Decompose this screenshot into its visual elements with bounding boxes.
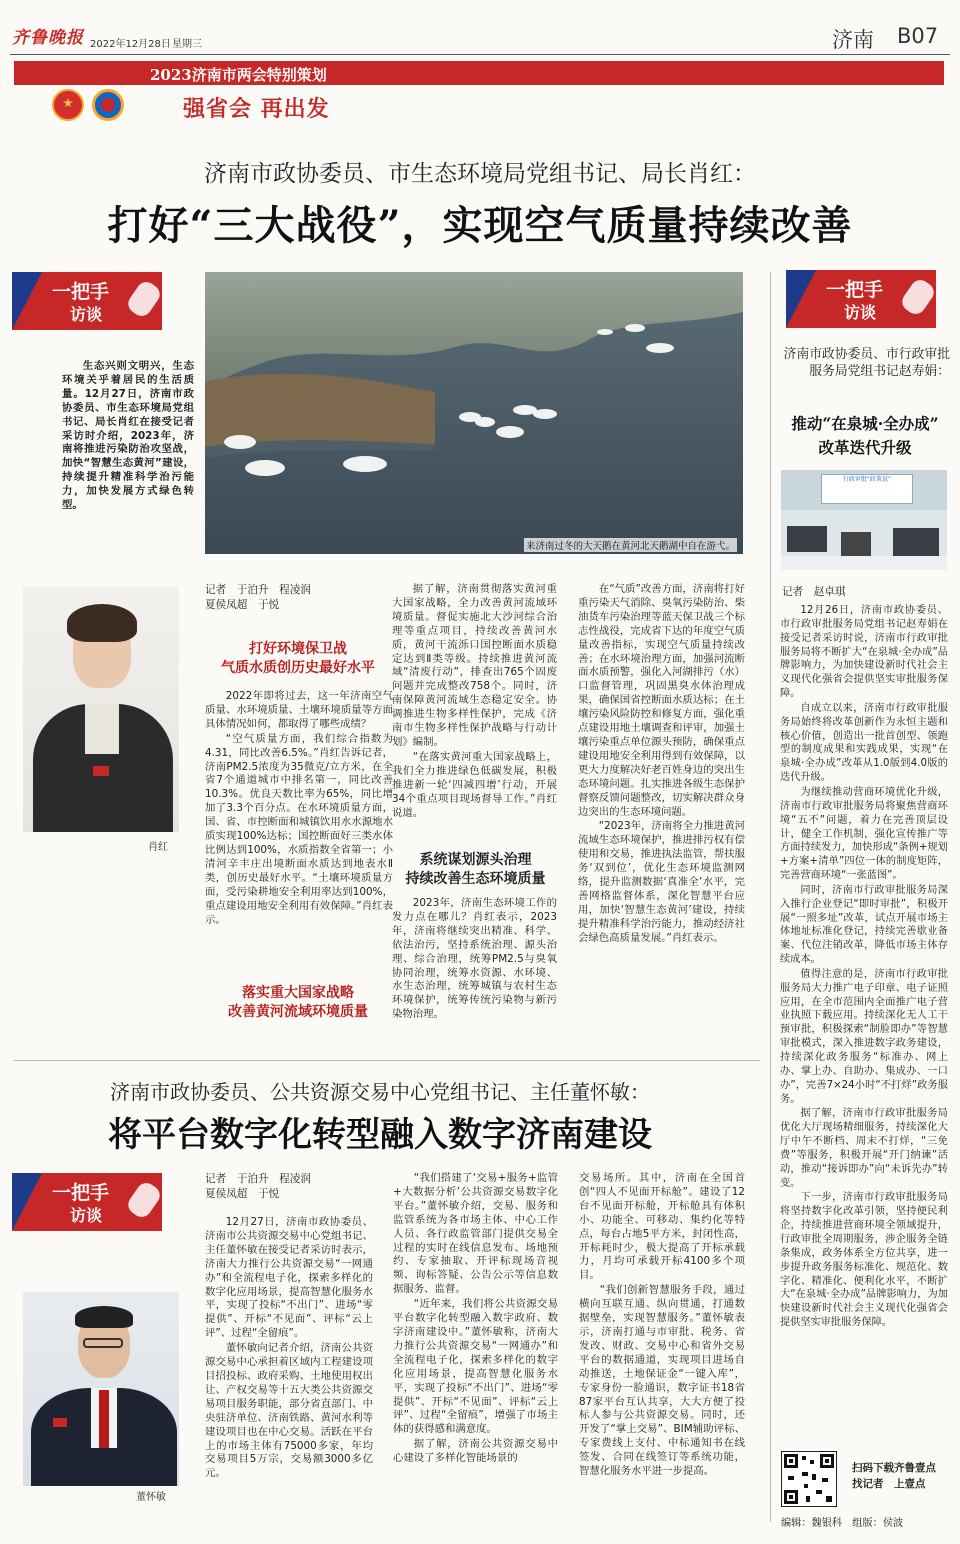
article1-subhead-1: 打好环境保卫战 气质水质创历史最好水平 xyxy=(221,641,375,676)
microphone-icon-bottom xyxy=(124,1179,163,1221)
portrait-xiao-hong xyxy=(23,586,179,832)
portrait-caption-2: 董怀敏 xyxy=(136,1492,166,1503)
article3-col2: “我们搭建了‘交易+服务+监管+大数据分析’公共资源交易数字化平台。”董怀敏介绍，交易、服务和监管系统为各市场主体、中心工作人员、各行政监管部门提供交易全过程的实时在线信息发布、场地预约、专家抽取、开评标现场音视频、询标答疑、公告公示等信息数据服务、监督。 “近年来，我们将公共资源交易平台数字化转型融入数字政府、数字济南建设中。”董怀敏称，济南大力推行公共资源交易“一网通办”和全流程电子化，探索多样化的数字化应用场景，提高智慧化服务水平，实现了投标“不出门”、进场“零提供”、开标“不见面”、评标“云上评”、过程“全留痕”，增强了市场主体的获得感和满意度。 据了解，济南公共资源交易中心建设了多样化智能场景的 xyxy=(393,1172,558,1465)
article1-subhead-2: 落实重大国家战略 改善黄河流域环境质量 xyxy=(228,985,368,1020)
office-photo xyxy=(781,470,947,570)
cppcc-emblem-icon xyxy=(92,89,124,121)
article2-byline: 记者 赵卓琪 xyxy=(782,586,846,598)
portrait-dong-huaimin xyxy=(23,1292,179,1486)
article2-body: 12月26日，济南市政协委员、市行政审批服务局党组书记赵寿娟在接受记者采访时说，济南市行政审批服务局将不断扩大“在泉城·全办成”品牌影响力，为加快建设新时代社会主义现代化强省会提供坚实审批服务保障。 自成立以来，济南市行政审批服务局始终将改革创新作为永恒主题和核心价值，创造出一批首创型、领跑型的制度成果和实践成果，实现“在泉城·全办成”改革从1.0版到4.0版的迭代升级。 为继续推动营商环境优化升级，济南市行政审批服务局将聚焦营商环境“五不”问题，着力在完善顶层设计，健全工作机制，强化宣传推广等方面持续发力，加快形成“条例+规划+方案+清单”四位一体的制度矩阵，完善营商环境“一张蓝图”。 同时，济南市行政审批服务局深入推行企业登记“即时审批”，积极开展“一照多址”改革，试点开展市场主体地址标准化登记，持续完善歇业备案、代位注销改革，降低市场主体存续成本。 值得注意的是，济南市行政审批服务局大力推广电子印章、电子证照应用，在全市范围内全面推广电子营业执照下载应用。持续深化无人工干预审批，积极探索“制脸即办”等智慧审批模式，深入推进数字政务建设，持续深化政务服务“标准办、网上办、掌上办、自助办、集成办、一口办”，完善7×24小时“不打烊”政务服务。 据了解，济南市行政审批服务局优化大厅现场精细服务，持续深化大厅中午不断档、周末不打烊，“三免费”等服务，积极开展“开门纳谏”活动，推动“接诉即办”向“未诉先办”转变。 下一步，济南市行政审批服务局将坚持数字化改革引领，坚持便民利企，持续推进营商环境全领域提升，行政审批全周期服务，涉企服务全链条集成，政务体系全方位共享，进一步提升政务服务标准化、规范化、数字化、精准化、便利化水平，不断扩大“在泉城·全办成”品牌影响力，为加快建设新时代社会主义现代化强省会提供坚实审批服务保障。 xyxy=(780,605,948,1329)
office-sign: 行政审批“政策说” xyxy=(821,474,913,504)
article3-headline: 将平台数字化转型融入数字济南建设 xyxy=(108,1115,652,1155)
masthead xyxy=(0,0,960,56)
glasses-icon xyxy=(83,1338,123,1348)
page-number: B07 xyxy=(897,24,939,48)
national-emblem-icon xyxy=(52,89,84,121)
article3-byline: 记者 于泊升 程凌润 夏侯凤超 于悦 xyxy=(205,1173,311,1200)
article1-col2b: 2023年，济南生态环境工作的发力点在哪儿？肖红表示，2023年，济南将继续突出精准、科学、依法治污，坚持系统治理、源头治理、综合治理，统筹PM2.5与臭氧协同治理，统筹水资源、水环境、水生态治理，统筹城镇与农村生态环境保护，统筹传统污染物与新污染物治理。 xyxy=(392,897,557,1021)
masthead-rule xyxy=(10,54,950,55)
badge-line2: 访谈 xyxy=(70,305,103,324)
article1-intro-text: 生态兴则文明兴，生态环境关乎着居民的生活质量。12月27日，济南市政协委员、市生态环境局党组书记、局长肖红在接受记者采访时介绍，2023年，济南将推进污染防治攻坚战，加快“智慧生态黄河”建设，持续提升精准科学治污能力，加快发展方式绿色转型。 xyxy=(62,360,194,512)
qr-prompt: 扫码下载齐鲁壹点 找记者 上壹点 xyxy=(852,1462,936,1490)
microphone-icon xyxy=(124,278,163,320)
right-column-rule xyxy=(770,272,771,1522)
issue-weekday: 星期三 xyxy=(172,39,202,50)
article1-col3: 在“气质”改善方面，济南将打好重污染天气消除、臭氧污染防治、柴油货车污染治理等蓝天保卫战三个标志性战役，完成省下达的年度空气质量改善指标，实现空气质量持续改善；在水环境治理方面，加强河流断面水质预警，强化入河湖排污（水）口监督管理，巩固黑臭水体治理成果，确保国省控断面水质达标；在土壤污染风险防控和修复方面，强化重点建设用地土壤调查和评审，加强土壤污染重点单位源头预防，确保重点建设用地安全利用得到有效保障，以更大力度解决好老百姓身边的突出生态环境问题。扎实推进各级生态保护督察反馈问题整改，切实解决群众身边突出的生态环境问题。 “2023年，济南将全力推进黄河流域生态环境保护，推进排污权有偿使用和交易，推进执法监管，帮扶服务‘双到位’，优化生态环境监测网络，提升监测数据‘真准全’水平，完善网格监督体系，深化智慧平台应用，加快‘智慧生态黄河’建设，持续提升精准科学治污能力，推动经济社会绿色高质量发展。”肖红表示。 xyxy=(578,583,745,944)
editor-line: 编辑：魏银科 组版：侯波 xyxy=(781,1518,904,1529)
interview-badge-right: 一把手 访谈 xyxy=(786,270,936,328)
interview-badge xyxy=(12,272,162,330)
issue-date: 2022年12月28日 xyxy=(90,39,171,50)
article2-headline: 推动“在泉城·全办成” 改革迭代升级 xyxy=(791,414,939,457)
article1-kicker: 济南市政协委员、市生态环境局党组书记、局长肖红： xyxy=(204,161,756,187)
delegate-badge-icon-2 xyxy=(53,1418,67,1427)
qr-code[interactable] xyxy=(781,1451,837,1507)
qr-code-svg xyxy=(782,1452,836,1506)
banner-slogan: 强省会 再出发 xyxy=(183,96,330,122)
article1-byline: 记者 于泊升 程凌润 夏侯凤超 于悦 xyxy=(205,584,311,611)
article3-top-rule xyxy=(14,1060,760,1061)
article1-col1: 2022年即将过去，这一年济南空气质量、水环境质量、土壤环境质量等方面具体情况如何，都取得了哪些成绩？ “空气质量方面，我们综合指数为4.31，同比改善6.5%。”肖红告诉记者，济南PM2.5浓度为35微克/立方米，在全省7个通道城市中排名第一，同比改善10.3%。优良天数比率为65%，同比增加了3.3个百分点。在水环境质量方面，国、省、市控断面和城镇饮用水水源地水质实现100%达标；国控断面好三类水体比例达到100%，水质指数全省第一；小清河辛丰庄出境断面水质达到地表水Ⅱ类，创历史最好水平。“土壤环境质量方面，受污染耕地安全利用率达到100%，重点建设用地安全利用有效保障。”肖红表示。 xyxy=(205,690,393,926)
article3-kicker: 济南市政协委员、公共资源交易中心党组书记、主任董怀敏： xyxy=(110,1080,650,1104)
swan-lake-photo xyxy=(205,272,743,554)
article1-col2: 据了解，济南贯彻落实黄河重大国家战略，全力改善黄河流域环境质量。督促实施北大沙河综合治理等重点项目，持续改善黄河水质，黄河干流泺口国控断面水质稳定达到Ⅱ类等级。持续推进黄河流域“清废行动”，排查出765个固废问题并完成整改758个。同时，济南保障黄河流域生态稳定安全。协调推进生物多样性保护，完成《济南市生物多样性保护战略与行动计划》编制。 “在落实黄河重大国家战略上，我们全力推进绿色低碳发展，积极推进新一轮‘四减四增’行动，开展34个重点项目现场督导工作。”肖红说道。 xyxy=(392,583,557,819)
article1-intro xyxy=(62,360,194,514)
swan-lake-svg xyxy=(205,272,743,554)
article2-kicker: 济南市政协委员、市行政审批服务局党组书记赵寿娟： xyxy=(783,347,950,379)
article1-headline: 打好“三大战役”，实现空气质量持续改善 xyxy=(107,202,853,249)
microphone-icon-right xyxy=(898,276,937,318)
delegate-badge-icon xyxy=(93,766,109,776)
article3-col3: 交易场所。其中，济南在全国首创“四人不见面开标舱”。建设了12台不见面开标舱，开标舱具有体积小、功能全、可移动、集约化等特点，每台占地5平方米，封闭性高，开标耗时少，极大提高了开标承载力，月均可承载开标4100多个项目。 “我们创新智慧服务手段，通过横向互联互通、纵向贯通，打通数据壁垒，实现智慧服务。”董怀敏表示，济南打通与市审批、税务、省发改、财政、交易中心和省外交易平台的数据通道，实现项目进场自动推送，土地保证金“一键入库”，专家身份一脸通识，数字证书18省87家平台互认共享，大大方便了投标人参与公共资源交易。同时，还开发了“掌上交易”、BIM辅助评标、专家费线上支付、中标通知书在线签发、合同在线签订等系统功能，智慧化服务水平进一步提高。 xyxy=(579,1172,745,1478)
section-name: 济南 xyxy=(832,28,874,52)
article3-col1: 12月27日，济南市政协委员、济南市公共资源交易中心党组书记、主任董怀敏在接受记者采访时表示，济南大力推行公共资源交易“一网通办”和全流程电子化，探索多样化的数字化应用场景，提高智慧化服务水平，实现了投标“不出门”、进场“零提供”、开标“不见面”、评标“云上评”、过程“全留痕”。 董怀敏向记者介绍，济南公共资源交易中心承担着区域内工程建设项目招投标、政府采购、土地使用权出让、产权交易等十五大类公共资源交易项目服务职能，部分省直部门、中央驻济单位、济南铁路、黄河水利等建设项目也在中心交易。活跃在平台上的市场主体有75000多家，年均交易项目5万宗，交易额3000多亿元。 xyxy=(205,1216,373,1480)
photo-caption: 来济南过冬的大天鹅在黄河北天鹅湖中自在游弋。 xyxy=(524,538,737,552)
badge-line1: 一把手 xyxy=(52,281,110,303)
banner-title: 2023济南市两会特别策划 xyxy=(150,66,327,84)
paper-logo: 齐鲁晚报 xyxy=(12,28,84,48)
interview-badge-bottom: 一把手 访谈 xyxy=(12,1173,162,1231)
portrait-caption-1: 肖红 xyxy=(148,842,168,853)
article1-subhead-3: 系统谋划源头治理 持续改善生态环境质量 xyxy=(405,852,546,887)
